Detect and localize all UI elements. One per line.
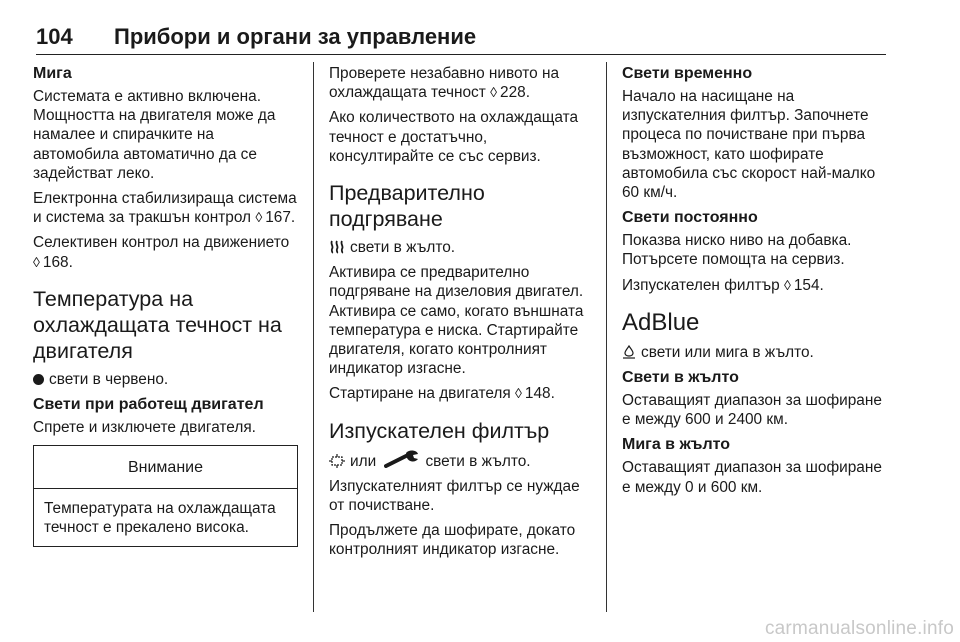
adblue-fluid-icon [622,345,636,359]
paragraph: Ако количеството на охлаждащата течност е достатъчно, консултирайте се със сервиз. [329,109,579,165]
paragraph: Проверете незабавно нивото на охлаждащата течност ◊ 228. [329,65,560,102]
section-title: AdBlue [622,308,700,336]
caution-box [33,445,298,546]
section-heading: Свети постоянно [622,209,758,227]
exhaust-filter-icon [329,454,345,468]
page-reference[interactable]: 167. [265,209,296,227]
paragraph: Селективен контрол на движението ◊ 168. [33,234,290,271]
caution-title: Внимание [34,446,297,489]
reference-icon: ◊ [33,253,40,270]
watermark: carmanualsonline.info [764,618,954,639]
paragraph: Оставащият диапазон за шофиране е между 0 и 600 км. [622,459,882,496]
page-reference[interactable]: 168. [42,253,73,271]
column-1 [33,64,298,547]
section-title: Изпускателен филтър [329,418,550,443]
paragraph: Спрете и изключете двигателя. [33,419,256,437]
paragraph: Начало на насищане на изпускателния филтър. Започнете процеса по почистване при първа възможност, като шофирате автомобила със скорост най-малко 60 км/ч. [622,88,876,202]
reference-icon: ◊ [255,209,263,226]
paragraph: Системата е активно включена. Мощността на двигателя може да намалее и спирачките на автомобила автоматично да се задействат леко. [33,88,276,182]
paragraph: или свети в жълто. [329,450,594,471]
glow-plug-icon [329,240,345,254]
section-heading: Свети при работещ двигател [33,396,264,414]
paragraph: Оставащият диапазон за шофиране е между 600 и 2400 км. [622,392,882,429]
paragraph: свети или мига в жълто. [622,343,892,362]
section-heading: Свети в жълто [622,369,739,387]
reference-icon: ◊ [514,385,522,402]
paragraph: Активира се предварително подгряване на дизеловия двигател. Активира се само, когато външната температура е ниска. Стартирайте двигателя, когато контролният индикатор изгасне. [329,264,584,378]
reference-icon: ◊ [490,84,498,101]
paragraph: Стартиране на двигателя ◊ 148. [329,385,555,403]
warning-lamp-dot-icon [33,374,44,385]
page-title: Прибори и органи за управление [114,24,477,49]
column-3 [622,64,892,503]
paragraph: свети в червено. [33,370,298,389]
section-title: Предварително подгряване [329,181,485,232]
column-divider [606,62,607,612]
section-heading: Мига в жълто [622,436,731,454]
section-heading: Свети временно [622,65,753,82]
section-title: Температура на охлаждащата течност на двигателя [33,286,282,363]
page-reference[interactable]: 228. [500,84,530,102]
paragraph: Изпускателен филтър ◊ 154. [622,276,824,294]
paragraph: Показва ниско ниво на добавка. Потърсете помощта на сервиз. [622,232,852,269]
page-header [36,24,886,55]
wrench-icon [384,450,420,468]
column-2 [329,64,594,566]
page-reference[interactable]: 154. [793,276,824,294]
page-number: 104 [36,24,73,49]
paragraph: Продължете да шофирате, докато контролният индикатор изгасне. [329,522,576,559]
column-divider [313,62,314,612]
paragraph: свети в жълто. [329,238,594,257]
page-reference[interactable]: 148. [524,385,555,403]
paragraph: Изпускателният филтър се нуждае от почистване. [329,477,580,515]
caution-text: Температурата на охлаждащата течност е прекалено висока. [44,500,276,537]
reference-icon: ◊ [783,276,791,293]
paragraph: Електронна стабилизираща система и система за тракшън контрол ◊ 167. [33,190,297,227]
section-heading: Мига [33,65,72,82]
